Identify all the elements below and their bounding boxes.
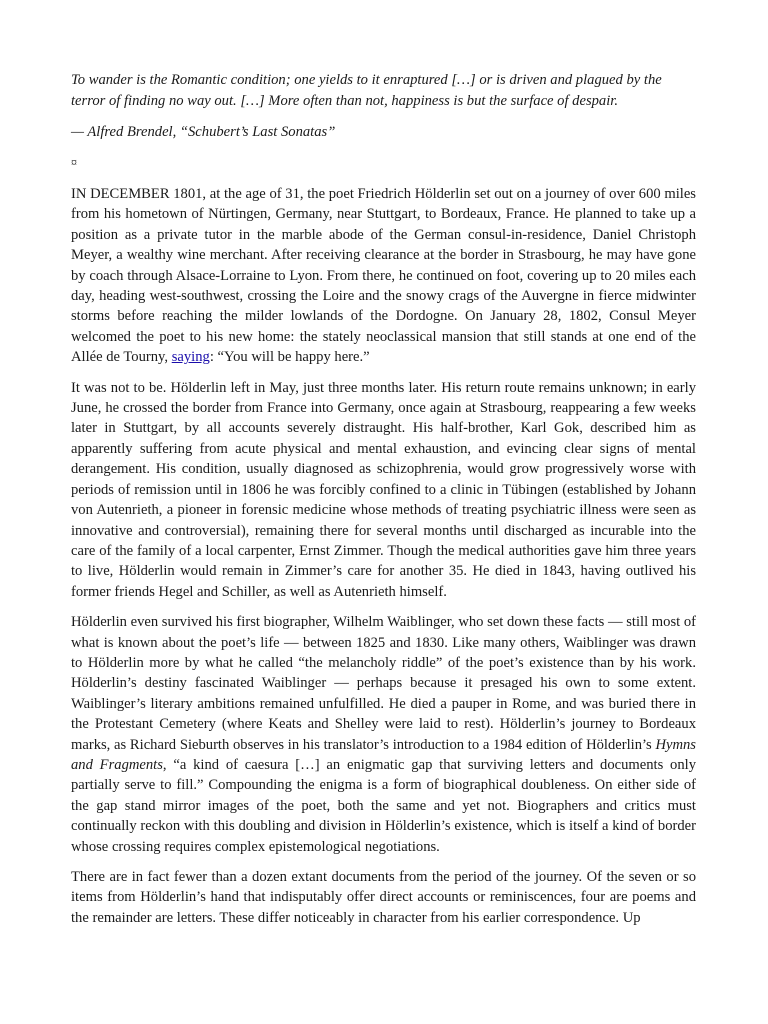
book-title: Hymns and Fragments bbox=[71, 736, 696, 773]
epigraph-quote: To wander is the Romantic condition; one yields to it enraptured […] or is driven and plagued by the terror of finding no way out. […] More often than not, happiness is but the surface of despair. bbox=[71, 72, 662, 109]
paragraph-text: : “You will be happy here.” bbox=[209, 349, 370, 366]
saying-link[interactable]: saying bbox=[171, 349, 210, 366]
section-separator-icon: ¤ bbox=[71, 155, 77, 169]
article-paragraph-4: There are in fact fewer than a dozen extant documents from the period of the journey. Of the seven or so items from Hölderlin’s hand that indisputably offer direct accounts or reminiscences, four are poems and the remainder are letters. These differ noticeably in character from his earlier correspondence. Up bbox=[71, 869, 696, 926]
paragraph-text: Hölderlin even survived his first biographer, Wilhelm Waiblinger, who set down these facts — still most of what is known about the poet’s life — between 1825 and 1830. Like many others, Waiblinger was drawn to Hölderlin more by what he called “the melancholy riddle” of the poet’s existence than by his work. Hölderlin’s destiny fascinated Waiblinger — perhaps because it presaged his own to some extent. Waiblinger’s literary ambitions remained unfulfilled. He died a pauper in Rome, and was buried there in the Protestant Cemetery (where Keats and Shelley were laid to rest). Hölderlin’s journey to Bordeaux marks, as Richard Sieburth observes in his translator’s introduction to a 1984 edition of Hölderlin’s bbox=[71, 614, 696, 753]
article-paragraph-2: It was not to be. Hölderlin left in May, just three months later. His return route remains unknown; in early June, he crossed the border from France into Germany, once again at Strasbourg, reappearing a few weeks later in Stuttgart, by all accounts severely distraught. His half-brother, Karl Gok, described him as apparently suffering from acute physical and mental exhaustion, and evincing clear signs of mental derangement. His condition, usually diagnosed as schizophrenia, would grow progressively worse with periods of remission until in 1806 he was forcibly confined to a clinic in Tübingen (established by Johann von Autenrieth, a pioneer in forensic medicine whose methods of treating psychiatric illness were seen as innovative and controversial), remaining there for several months until discharged as incurable into the care of the family of a local carpenter, Ernst Zimmer. Though the medical authorities gave him three years to live, Hölderlin would remain in Zimmer’s care for another 35. He died in 1843, having outlived his former friends Hegel and Schiller, as well as Autenrieth himself. bbox=[71, 379, 696, 600]
epigraph-attribution: — Alfred Brendel, “Schubert’s Last Sonatas” bbox=[71, 124, 336, 140]
paragraph-text: , “a kind of caesura […] an enigmatic gap that surviving letters and documents only partially serve to fill.” Compounding the enigma is a form of biographical doubleness. On either side of the gap stand mirror images of the poet, both the same and yet not. Biographers and critics must continually reckon with this doubling and division in Hölderlin’s existence, which is itself a kind of border whose crossing requires complex epistemological negotiations. bbox=[71, 756, 696, 855]
article-paragraph-1 bbox=[71, 184, 696, 368]
article-paragraph-3 bbox=[71, 612, 696, 857]
paragraph-text: IN DECEMBER 1801, at the age of 31, the poet Friedrich Hölderlin set out on a journey of over 600 miles from his hometown of Nürtingen, Germany, near Stuttgart, to Bordeaux, France. He planned to take up a position as a private tutor in the marble abode of the German consul-in-residence, Daniel Christoph Meyer, a wealthy wine merchant. After receiving clearance at the border in Strasbourg, he may have gone by coach through Alsace-Lorraine to Lyon. From there, he continued on foot, covering up to 20 miles each day, heading west-southwest, crossing the Loire and the snowy crags of the Auvergne in fierce midwinter storms before reaching the milder lowlands of the Dordogne. On January 28, 1802, Consul Meyer welcomed the poet to his new home: the stately neoclassical mansion that still stands at one end of the Allée de Tourny, bbox=[71, 186, 696, 366]
